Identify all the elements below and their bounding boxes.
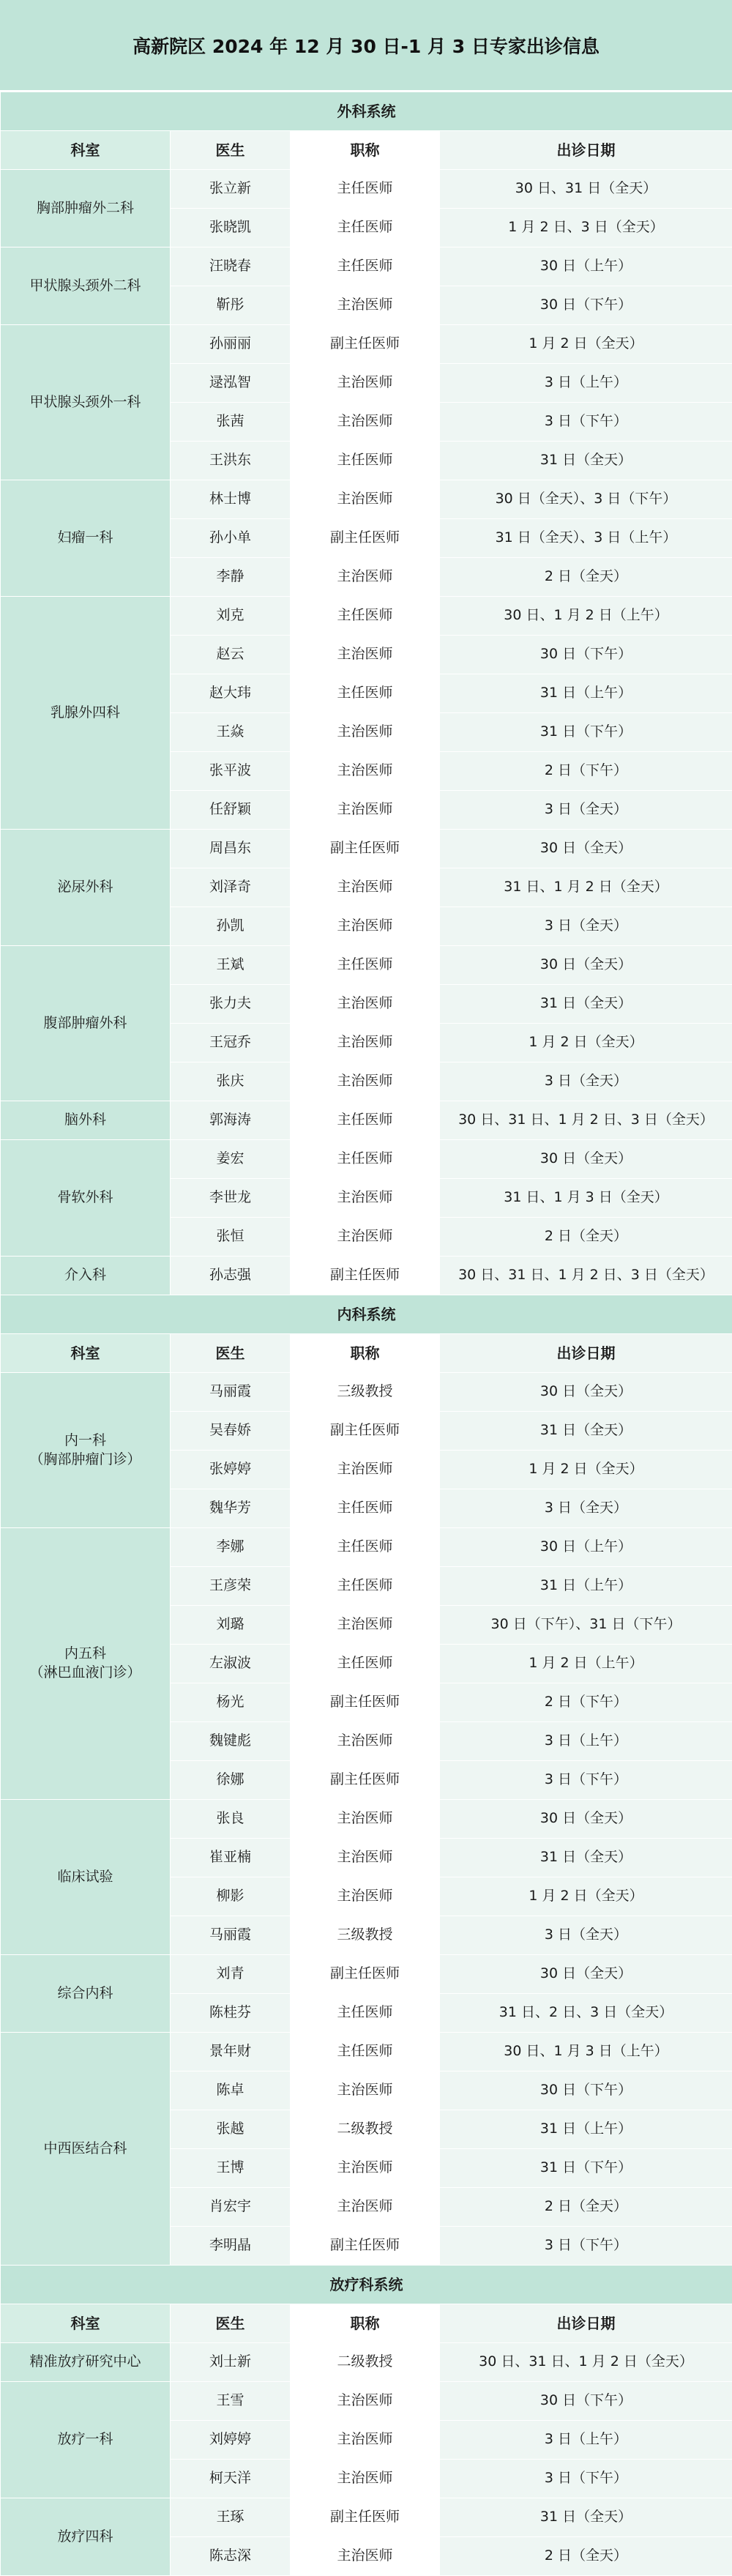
department-cell: [1, 946, 171, 1101]
header-date: 出诊日期: [440, 1334, 732, 1373]
clinic-dates: 30 日（上午）: [440, 1528, 732, 1567]
clinic-dates: 30 日（下午）: [440, 2071, 732, 2110]
doctor-title: 主任医师: [291, 1567, 440, 1606]
doctor-title: 主治医师: [291, 1722, 440, 1761]
table-row: [1, 830, 732, 868]
doctor-title: 主治医师: [291, 791, 440, 830]
table-row: [1, 946, 732, 985]
doctor-name: 刘婷婷: [171, 2421, 291, 2460]
doctor-name: 景年财: [171, 2033, 291, 2071]
clinic-dates: 31 日（全天）: [440, 442, 732, 480]
department-cell: [1, 170, 171, 247]
table-row: [1, 2382, 732, 2421]
department-name: 甲状腺头颈外一科: [1, 393, 170, 412]
doctor-title: 副主任医师: [291, 1761, 440, 1800]
department-name: 脑外科: [1, 1111, 170, 1130]
clinic-dates: 30 日、31 日、1 月 2 日、3 日（全天）: [440, 1101, 732, 1140]
schedule-body: [1, 92, 732, 2576]
doctor-name: 逯泓智: [171, 364, 291, 403]
table-row: [1, 1257, 732, 1295]
department-name: 内五科: [1, 1645, 170, 1664]
department-name: 精准放疗研究中心: [1, 2353, 170, 2372]
clinic-dates: 31 日（全天）: [440, 985, 732, 1024]
clinic-dates: 2 日（下午）: [440, 1683, 732, 1722]
doctor-name: 左淑波: [171, 1645, 291, 1683]
doctor-title: 主任医师: [291, 674, 440, 713]
department-cell: [1, 325, 171, 480]
table-row: [1, 170, 732, 209]
clinic-dates: 3 日（全天）: [440, 791, 732, 830]
clinic-dates: 31 日（全天）: [440, 1839, 732, 1877]
doctor-title: 副主任医师: [291, 1257, 440, 1295]
table-row: [1, 2033, 732, 2071]
doctor-name: 张恒: [171, 1218, 291, 1257]
doctor-title: 主任医师: [291, 1645, 440, 1683]
doctor-title: 副主任医师: [291, 2227, 440, 2266]
department-cell: [1, 1955, 171, 2033]
page-title: 高新院区 2024 年 12 月 30 日-1 月 3 日专家出诊信息: [0, 0, 732, 92]
clinic-dates: 30 日（全天）: [440, 830, 732, 868]
clinic-dates: 30 日（全天）: [440, 1373, 732, 1412]
table-row: [1, 1800, 732, 1839]
doctor-name: 张晓凯: [171, 209, 291, 247]
clinic-dates: 30 日、31 日（全天）: [440, 170, 732, 209]
doctor-name: 郭海涛: [171, 1101, 291, 1140]
doctor-name: 刘青: [171, 1955, 291, 1994]
department-name: （淋巴血液门诊）: [1, 1664, 170, 1683]
doctor-title: 主治医师: [291, 1800, 440, 1839]
department-name: 临床试验: [1, 1868, 170, 1887]
doctor-title: 主治医师: [291, 907, 440, 946]
doctor-name: 陈桂芬: [171, 1994, 291, 2033]
column-header-row: [1, 1334, 732, 1373]
section-title-row: [1, 92, 732, 131]
table-row: [1, 247, 732, 286]
doctor-title: 主治医师: [291, 2421, 440, 2460]
table-row: [1, 2343, 732, 2382]
doctor-title: 副主任医师: [291, 325, 440, 364]
clinic-dates: 31 日（全天）、3 日（上午）: [440, 519, 732, 558]
clinic-dates: 2 日（全天）: [440, 2188, 732, 2227]
doctor-name: 孙凯: [171, 907, 291, 946]
doctor-name: 刘泽奇: [171, 868, 291, 907]
doctor-title: 主治医师: [291, 752, 440, 791]
header-date: 出诊日期: [440, 131, 732, 170]
header-title: 职称: [291, 1334, 440, 1373]
clinic-dates: 31 日（全天）: [440, 2498, 732, 2537]
clinic-dates: 31 日（上午）: [440, 1567, 732, 1606]
clinic-dates: 3 日（下午）: [440, 2460, 732, 2498]
clinic-dates: 3 日（下午）: [440, 1761, 732, 1800]
doctor-name: 崔亚楠: [171, 1839, 291, 1877]
doctor-title: 副主任医师: [291, 2498, 440, 2537]
clinic-dates: 31 日（下午）: [440, 713, 732, 752]
doctor-name: 柯天洋: [171, 2460, 291, 2498]
section-title: 放疗科系统: [1, 2266, 732, 2304]
header-dept: 科室: [1, 131, 171, 170]
clinic-dates: 31 日、1 月 2 日（全天）: [440, 868, 732, 907]
doctor-name: 徐娜: [171, 1761, 291, 1800]
clinic-dates: 30 日（下午）: [440, 2382, 732, 2421]
doctor-name: 吴春娇: [171, 1412, 291, 1451]
table-row: [1, 597, 732, 636]
clinic-dates: 3 日（全天）: [440, 1916, 732, 1955]
department-name: 放疗一科: [1, 2430, 170, 2449]
doctor-title: 主任医师: [291, 1528, 440, 1567]
doctor-title: 主治医师: [291, 2188, 440, 2227]
department-name: 综合内科: [1, 1984, 170, 2003]
header-doctor: 医生: [171, 131, 291, 170]
doctor-name: 靳彤: [171, 286, 291, 325]
header-doctor: 医生: [171, 2304, 291, 2343]
clinic-dates: 3 日（上午）: [440, 1722, 732, 1761]
clinic-dates: 30 日（全天）、3 日（下午）: [440, 480, 732, 519]
doctor-title: 主治医师: [291, 403, 440, 442]
doctor-name: 李世龙: [171, 1179, 291, 1218]
table-row: [1, 325, 732, 364]
doctor-name: 孙小单: [171, 519, 291, 558]
department-name: 内一科: [1, 1432, 170, 1451]
clinic-dates: 2 日（全天）: [440, 1218, 732, 1257]
department-cell: [1, 2343, 171, 2382]
department-cell: [1, 1373, 171, 1528]
header-title: 职称: [291, 131, 440, 170]
doctor-name: 赵大玮: [171, 674, 291, 713]
doctor-title: 主任医师: [291, 1101, 440, 1140]
department-name: 骨软外科: [1, 1188, 170, 1207]
doctor-title: 主治医师: [291, 1839, 440, 1877]
doctor-title: 主治医师: [291, 2382, 440, 2421]
doctor-name: 魏华芳: [171, 1489, 291, 1528]
doctor-title: 主任医师: [291, 1140, 440, 1179]
doctor-name: 赵云: [171, 636, 291, 674]
section-title-row: [1, 2266, 732, 2304]
table-row: [1, 1101, 732, 1140]
department-name: 甲状腺头颈外二科: [1, 277, 170, 296]
header-dept: 科室: [1, 2304, 171, 2343]
doctor-title: 主任医师: [291, 209, 440, 247]
doctor-title: 主治医师: [291, 1062, 440, 1101]
clinic-dates: 1 月 2 日（全天）: [440, 1877, 732, 1916]
doctor-name: 汪晓春: [171, 247, 291, 286]
doctor-name: 王洪东: [171, 442, 291, 480]
table-row: [1, 1528, 732, 1567]
doctor-name: 王雪: [171, 2382, 291, 2421]
doctor-name: 李娜: [171, 1528, 291, 1567]
schedule-table: [0, 92, 732, 2576]
department-cell: [1, 1140, 171, 1257]
clinic-dates: 2 日（全天）: [440, 2537, 732, 2576]
column-header-row: [1, 2304, 732, 2343]
department-cell: [1, 247, 171, 325]
clinic-dates: 1 月 2 日（上午）: [440, 1645, 732, 1683]
table-row: [1, 2498, 732, 2537]
department-cell: [1, 1257, 171, 1295]
department-cell: [1, 1528, 171, 1800]
doctor-name: 陈志深: [171, 2537, 291, 2576]
doctor-title: 主治医师: [291, 1024, 440, 1062]
doctor-name: 姜宏: [171, 1140, 291, 1179]
section-title-row: [1, 1295, 732, 1334]
doctor-name: 张平波: [171, 752, 291, 791]
doctor-name: 任舒颖: [171, 791, 291, 830]
doctor-name: 周昌东: [171, 830, 291, 868]
doctor-title: 主治医师: [291, 713, 440, 752]
doctor-title: 主治医师: [291, 2537, 440, 2576]
doctor-title: 主治医师: [291, 286, 440, 325]
doctor-name: 王斌: [171, 946, 291, 985]
table-row: [1, 1373, 732, 1412]
doctor-title: 主治医师: [291, 364, 440, 403]
clinic-dates: 2 日（下午）: [440, 752, 732, 791]
doctor-name: 张婷婷: [171, 1451, 291, 1489]
doctor-title: 主任医师: [291, 1994, 440, 2033]
doctor-name: 王博: [171, 2149, 291, 2188]
clinic-dates: 30 日、31 日、1 月 2 日（全天）: [440, 2343, 732, 2382]
doctor-name: 刘士新: [171, 2343, 291, 2382]
clinic-dates: 31 日、1 月 3 日（全天）: [440, 1179, 732, 1218]
clinic-dates: 30 日（全天）: [440, 946, 732, 985]
clinic-dates: 31 日、2 日、3 日（全天）: [440, 1994, 732, 2033]
header-doctor: 医生: [171, 1334, 291, 1373]
department-name: 腹部肿瘤外科: [1, 1014, 170, 1033]
clinic-dates: 30 日（下午）、31 日（下午）: [440, 1606, 732, 1645]
doctor-title: 副主任医师: [291, 1683, 440, 1722]
doctor-title: 主治医师: [291, 480, 440, 519]
doctor-title: 副主任医师: [291, 830, 440, 868]
clinic-dates: 30 日（全天）: [440, 1955, 732, 1994]
clinic-dates: 30 日（下午）: [440, 636, 732, 674]
table-row: [1, 1140, 732, 1179]
department-cell: [1, 2498, 171, 2576]
clinic-dates: 30 日（下午）: [440, 286, 732, 325]
doctor-name: 刘璐: [171, 1606, 291, 1645]
header-dept: 科室: [1, 1334, 171, 1373]
doctor-title: 主治医师: [291, 868, 440, 907]
doctor-title: 副主任医师: [291, 519, 440, 558]
doctor-title: 主治医师: [291, 985, 440, 1024]
department-cell: [1, 1800, 171, 1955]
doctor-name: 王焱: [171, 713, 291, 752]
doctor-name: 陈卓: [171, 2071, 291, 2110]
clinic-dates: 1 月 2 日、3 日（全天）: [440, 209, 732, 247]
doctor-title: 主任医师: [291, 170, 440, 209]
clinic-dates: 31 日（上午）: [440, 674, 732, 713]
clinic-dates: 1 月 2 日（全天）: [440, 1024, 732, 1062]
doctor-title: 主治医师: [291, 636, 440, 674]
doctor-name: 张力夫: [171, 985, 291, 1024]
department-name: 中西医结合科: [1, 2140, 170, 2159]
clinic-dates: 30 日（全天）: [440, 1800, 732, 1839]
department-name: 泌尿外科: [1, 878, 170, 897]
doctor-title: 副主任医师: [291, 1412, 440, 1451]
doctor-name: 张立新: [171, 170, 291, 209]
doctor-name: 张良: [171, 1800, 291, 1839]
doctor-title: 二级教授: [291, 2343, 440, 2382]
header-date: 出诊日期: [440, 2304, 732, 2343]
clinic-dates: 3 日（上午）: [440, 364, 732, 403]
doctor-name: 王彦荣: [171, 1567, 291, 1606]
clinic-dates: 31 日（上午）: [440, 2110, 732, 2149]
clinic-dates: 31 日（全天）: [440, 1412, 732, 1451]
doctor-title: 主治医师: [291, 1606, 440, 1645]
doctor-title: 主治医师: [291, 2460, 440, 2498]
doctor-title: 三级教授: [291, 1373, 440, 1412]
doctor-title: 主任医师: [291, 2033, 440, 2071]
header-title: 职称: [291, 2304, 440, 2343]
section-title: 内科系统: [1, 1295, 732, 1334]
doctor-name: 魏键彪: [171, 1722, 291, 1761]
doctor-name: 马丽霞: [171, 1916, 291, 1955]
doctor-title: 主治医师: [291, 2149, 440, 2188]
doctor-title: 主治医师: [291, 2071, 440, 2110]
doctor-title: 主任医师: [291, 247, 440, 286]
department-name: 胸部肿瘤外二科: [1, 199, 170, 218]
clinic-dates: 3 日（全天）: [440, 907, 732, 946]
clinic-dates: 30 日（全天）: [440, 1140, 732, 1179]
doctor-title: 副主任医师: [291, 1955, 440, 1994]
table-row: [1, 1955, 732, 1994]
clinic-dates: 30 日、1 月 3 日（上午）: [440, 2033, 732, 2071]
department-name: （胸部肿瘤门诊）: [1, 1451, 170, 1470]
department-name: 乳腺外四科: [1, 704, 170, 723]
clinic-dates: 3 日（全天）: [440, 1062, 732, 1101]
column-header-row: [1, 131, 732, 170]
doctor-name: 李静: [171, 558, 291, 597]
doctor-title: 主治医师: [291, 1179, 440, 1218]
department-cell: [1, 830, 171, 946]
department-name: 放疗四科: [1, 2528, 170, 2547]
department-cell: [1, 480, 171, 597]
department-name: 妇瘤一科: [1, 529, 170, 548]
doctor-name: 林士博: [171, 480, 291, 519]
doctor-name: 柳影: [171, 1877, 291, 1916]
clinic-dates: 30 日（上午）: [440, 247, 732, 286]
clinic-dates: 30 日、1 月 2 日（上午）: [440, 597, 732, 636]
clinic-dates: 31 日（下午）: [440, 2149, 732, 2188]
doctor-name: 马丽霞: [171, 1373, 291, 1412]
doctor-name: 张庆: [171, 1062, 291, 1101]
doctor-title: 主治医师: [291, 558, 440, 597]
department-cell: [1, 1101, 171, 1140]
section-title: 外科系统: [1, 92, 732, 131]
doctor-name: 肖宏宇: [171, 2188, 291, 2227]
doctor-name: 张茜: [171, 403, 291, 442]
department-name: 介入科: [1, 1266, 170, 1285]
clinic-dates: 1 月 2 日（全天）: [440, 325, 732, 364]
doctor-name: 王琢: [171, 2498, 291, 2537]
clinic-dates: 1 月 2 日（全天）: [440, 1451, 732, 1489]
clinic-dates: 2 日（全天）: [440, 558, 732, 597]
doctor-title: 主任医师: [291, 946, 440, 985]
department-cell: [1, 597, 171, 830]
department-cell: [1, 2033, 171, 2266]
doctor-name: 孙志强: [171, 1257, 291, 1295]
clinic-dates: 3 日（下午）: [440, 403, 732, 442]
clinic-dates: 30 日、31 日、1 月 2 日、3 日（全天）: [440, 1257, 732, 1295]
doctor-title: 主任医师: [291, 442, 440, 480]
doctor-title: 三级教授: [291, 1916, 440, 1955]
doctor-name: 孙丽丽: [171, 325, 291, 364]
doctor-name: 李明晶: [171, 2227, 291, 2266]
doctor-title: 主治医师: [291, 1877, 440, 1916]
doctor-name: 张越: [171, 2110, 291, 2149]
clinic-dates: 3 日（全天）: [440, 1489, 732, 1528]
doctor-title: 主任医师: [291, 1489, 440, 1528]
doctor-title: 主治医师: [291, 1218, 440, 1257]
clinic-dates: 3 日（下午）: [440, 2227, 732, 2266]
doctor-title: 主治医师: [291, 1451, 440, 1489]
doctor-title: 主任医师: [291, 597, 440, 636]
department-cell: [1, 2382, 171, 2498]
doctor-name: 杨光: [171, 1683, 291, 1722]
table-row: [1, 480, 732, 519]
doctor-name: 王冠乔: [171, 1024, 291, 1062]
clinic-dates: 3 日（上午）: [440, 2421, 732, 2460]
doctor-name: 刘克: [171, 597, 291, 636]
doctor-title: 二级教授: [291, 2110, 440, 2149]
